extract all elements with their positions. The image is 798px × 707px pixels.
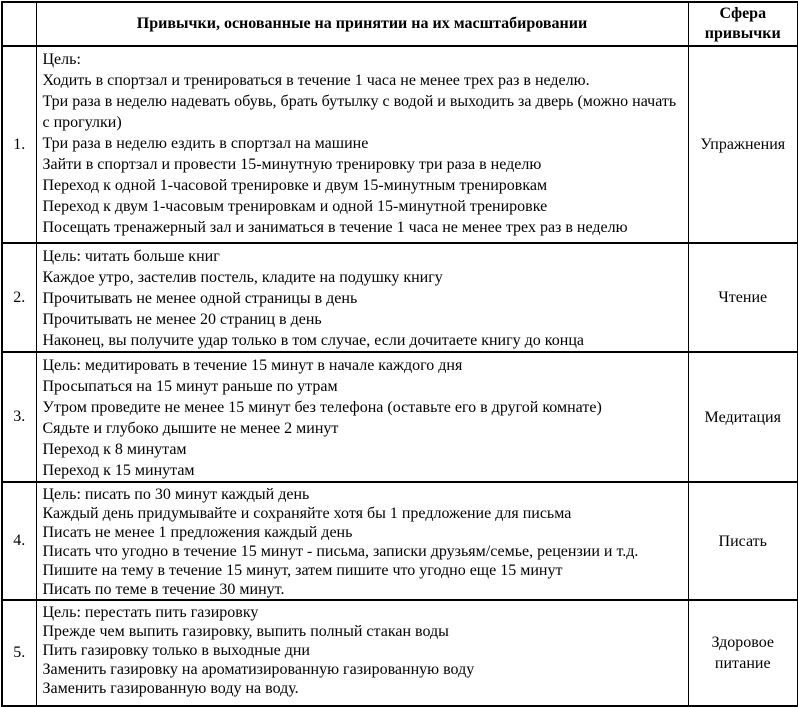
habit-line: Три раза в неделю надевать обувь, брать бутылку с водой и выходить за дверь (можно начать с прогулки) xyxy=(42,93,677,131)
habit-line: Переход к 15 минутам xyxy=(42,462,195,479)
habit-sphere-cell: Медитация xyxy=(688,352,798,482)
habit-line: Каждое утро, застелив постель, кладите на подушку книгу xyxy=(42,269,443,286)
row-number: 1. xyxy=(2,46,36,243)
habit-line: Утром проведите не менее 15 минут без телефона (оставьте его в другой комнате) xyxy=(42,399,602,416)
habit-line: Писать не менее 1 предложения каждый день xyxy=(42,524,353,541)
table-body xyxy=(2,46,798,706)
table-row xyxy=(2,352,798,482)
habit-sphere-cell: Здоровое питание xyxy=(688,600,798,706)
habit-line: Прочитывать не менее одной страницы в день xyxy=(42,290,358,307)
habit-line: Зайти в спортзал и провести 15-минутную тренировку три раза в неделю xyxy=(42,156,542,173)
habit-line: Переход к двум 1-часовым тренировкам и одной 15-минутной тренировке xyxy=(42,198,548,215)
habit-line: Ходить в спортзал и тренироваться в течение 1 часа не менее трех раз в неделю. xyxy=(42,72,590,89)
habit-sphere-cell: Писать xyxy=(688,482,798,600)
habit-sphere-cell: Чтение xyxy=(688,243,798,352)
table-row xyxy=(2,482,798,600)
habit-line: Переход к одной 1-часовой тренировке и двум 15-минутным тренировкам xyxy=(42,177,548,194)
habit-sphere-cell: Упражнения xyxy=(688,46,798,243)
habit-line: Переход к 8 минутам xyxy=(42,441,187,458)
habit-line: Цель: перестать пить газировку xyxy=(42,604,259,621)
row-number: 5. xyxy=(2,600,36,706)
habit-line: Заменить газировку на ароматизированную газированную воду xyxy=(42,661,475,678)
habit-steps-cell xyxy=(36,46,688,243)
habit-line: Заменить газированную воду на воду. xyxy=(42,680,299,697)
header-number-cell xyxy=(2,2,36,46)
table-row xyxy=(2,600,798,706)
habit-line: Писать по теме в течение 30 минут. xyxy=(42,581,285,598)
habits-table xyxy=(1,1,798,707)
habit-steps-cell xyxy=(36,352,688,482)
table-row xyxy=(2,46,798,243)
header-row xyxy=(2,2,798,46)
habit-line: Пить газировку только в выходные дни xyxy=(42,642,310,659)
row-number: 2. xyxy=(2,243,36,352)
habit-line: Цель: xyxy=(42,51,81,68)
habit-line: Писать что угодно в течение 15 минут - письма, записки друзьям/семье, рецензии и т.д. xyxy=(42,543,639,560)
habit-line: Три раза в неделю ездить в спортзал на машине xyxy=(42,135,369,152)
habit-steps-cell xyxy=(36,600,688,706)
habit-line: Цель: читать больше книг xyxy=(42,248,220,265)
habit-line: Просыпаться на 15 минут раньше по утрам xyxy=(42,378,338,395)
habit-line: Наконец, вы получите удар только в том случае, если дочитаете книгу до конца xyxy=(42,332,584,349)
header-habits-cell: Привычки, основанные на принятии на их масштабировании xyxy=(36,2,688,46)
header-sphere-cell: Сфера привычки xyxy=(688,2,798,46)
row-number: 3. xyxy=(2,352,36,482)
habit-steps-cell xyxy=(36,243,688,352)
table-header xyxy=(2,2,798,46)
habit-line: Цель: медитировать в течение 15 минут в начале каждого дня xyxy=(42,357,463,374)
habit-line: Сядьте и глубоко дышите не менее 2 минут xyxy=(42,420,339,437)
habit-line: Посещать тренажерный зал и заниматься в течение 1 часа не менее трех раз в неделю xyxy=(42,219,628,236)
habit-line: Цель: писать по 30 минут каждый день xyxy=(42,486,310,503)
table-row xyxy=(2,243,798,352)
habit-line: Прочитывать не менее 20 страниц в день xyxy=(42,311,322,328)
row-number: 4. xyxy=(2,482,36,600)
habit-line: Пишите на тему в течение 15 минут, затем пишите что угодно еще 15 минут xyxy=(42,562,563,579)
habit-line: Прежде чем выпить газировку, выпить полный стакан воды xyxy=(42,623,449,640)
habit-line: Каждый день придумывайте и сохраняйте хотя бы 1 предложение для письма xyxy=(42,505,572,522)
habit-steps-cell xyxy=(36,482,688,600)
